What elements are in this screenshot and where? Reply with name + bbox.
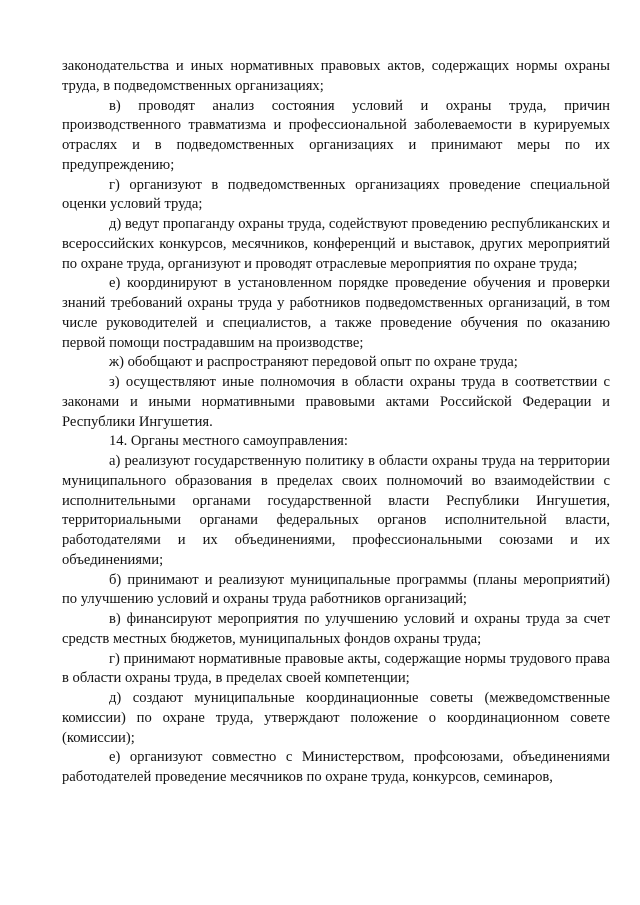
paragraph-item-e-2: е) организуют совместно с Министерством, профсоюзами, объединениями работодателей проведение месячников по охране труда, конкурсов, семинаров,: [62, 749, 610, 785]
section-heading-14: 14. Органы местного самоуправления:: [109, 433, 348, 450]
paragraph-item-d-2: д) создают муниципальные координационные советы (межведомственные комиссии) по охране труда, утверждают положение о координационном совете (комиссии);: [62, 690, 610, 746]
paragraph-item-v: в) проводят анализ состояния условий и охраны труда, причин производственного травматизма и профессиональной заболеваемости в курируемых отраслях и в подведомственных организациях и принимают меры по их предупреждению;: [62, 97, 610, 173]
paragraph-item-g-2: г) принимают нормативные правовые акты, содержащие нормы трудового права в области охраны труда, в пределах своей компетенции;: [62, 650, 610, 687]
paragraph-item-v-2: в) финансируют мероприятия по улучшению условий и охраны труда за счет средств местных бюджетов, муниципальных фондов охраны труда;: [62, 611, 610, 647]
paragraph-item-d: д) ведут пропаганду охраны труда, содействуют проведению республиканских и всероссийских конкурсов, месячников, конференций и выставок, других мероприятий по охране труда, организуют и проводят отраслевые мероприятия по охране труда;: [62, 216, 610, 272]
paragraph-item-g: г) организуют в подведомственных организациях проведение специальной оценки условий труда;: [62, 176, 610, 213]
paragraph-continuation: законодательства и иных нормативных правовых актов, содержащих нормы охраны труда, в подведомственных организациях;: [62, 58, 610, 94]
document-page: [62, 57, 610, 788]
paragraph-item-z: з) осуществляют иные полномочия в области охраны труда в соответствии с законами и иными нормативными правовыми актами Российской Федерации и Республики Ингушетия.: [62, 374, 610, 430]
paragraph-item-e: е) координируют в установленном порядке проведение обучения и проверки знаний требований охраны труда у работников подведомственных организаций, в том числе руководителей и специалистов, а также проведение обучения по оказанию первой помощи пострадавшим на производстве;: [62, 275, 610, 351]
paragraph-item-zh: ж) обобщают и распространяют передовой опыт по охране труда;: [109, 354, 518, 371]
paragraph-item-b: б) принимают и реализуют муниципальные программы (планы мероприятий) по улучшению условий и охраны труда работников организаций;: [62, 571, 610, 608]
paragraph-item-a: а) реализуют государственную политику в области охраны труда на территории муниципального образования в пределах своих полномочий во взаимодействии с исполнительными органами государственной власти Республики Ингушетия, территориальными органами федеральных органов исполнительной власти, работодателями и их объединениями, профессиональными союзами и их объединениями;: [62, 453, 610, 568]
